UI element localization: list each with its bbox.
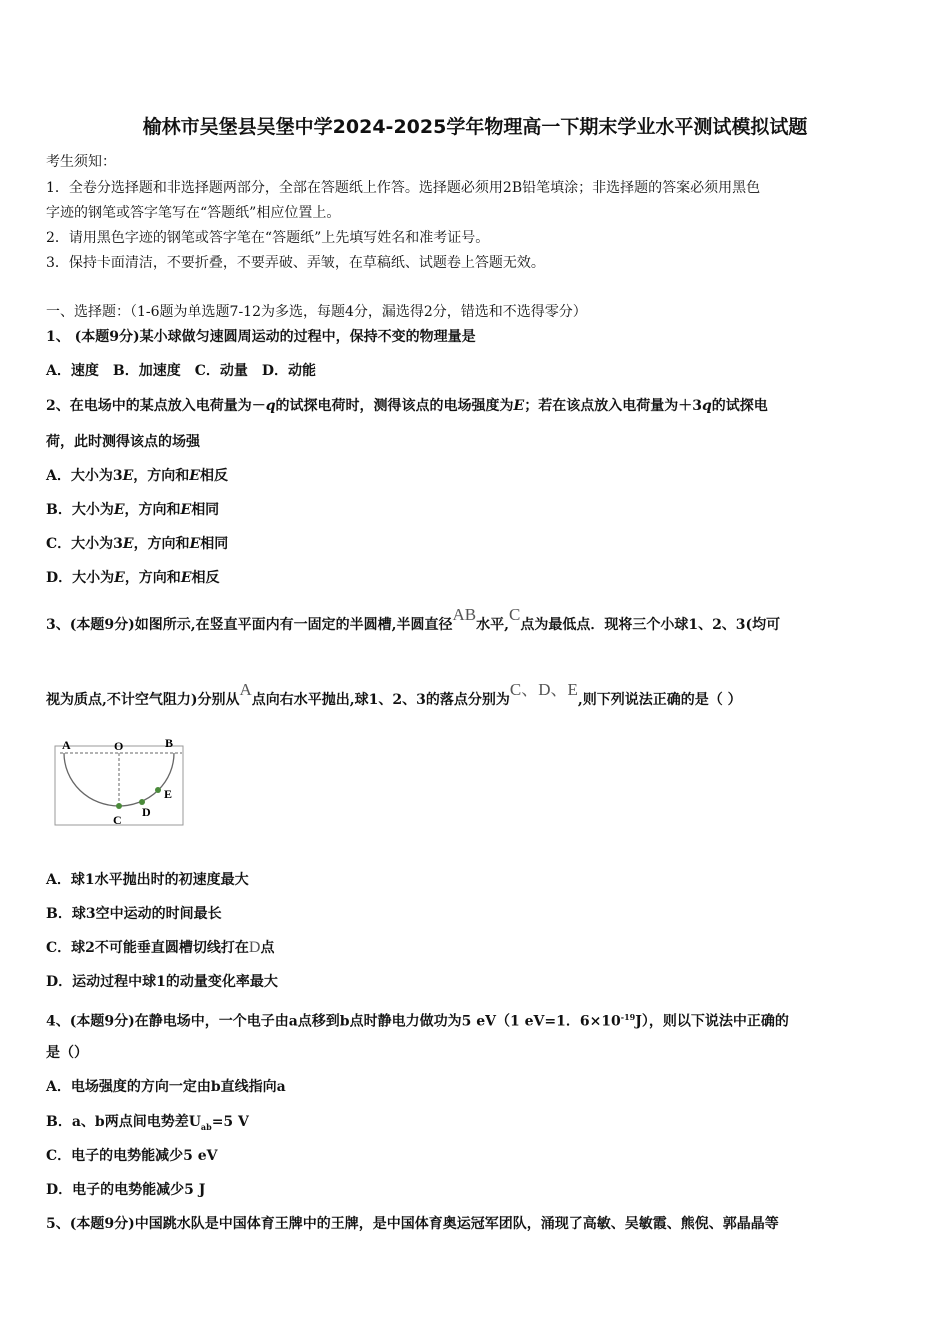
option-text: C．球2不可能垂直圆槽切线打在: [46, 940, 249, 956]
var-e: E: [180, 570, 192, 586]
option-text: 相同: [191, 502, 220, 518]
q3-symbol-ab: AB: [452, 605, 477, 624]
q3-option-d: D．运动过程中球1的动量变化率最大: [46, 974, 278, 990]
q2-option-b: [46, 500, 219, 520]
label-o: O: [114, 739, 124, 753]
q2-var-q: q: [265, 398, 276, 414]
q2-text: ；若在该点放入电荷量为＋3: [524, 398, 702, 414]
option-text: B．a、b两点间电势差U: [46, 1114, 201, 1130]
q3-symbol-d: D: [248, 939, 261, 956]
q1-options: A．速度 B．加速度 C．动量 D．动能: [46, 363, 316, 379]
var-e: E: [189, 468, 200, 484]
var-e: E: [189, 536, 201, 552]
q3-option-a: A．球1水平抛出时的初速度最大: [46, 872, 249, 888]
q3-text: 3、(本题9分)如图所示,在竖直平面内有一固定的半圆槽,半圆直径: [46, 617, 453, 633]
q4-stem-cont: 是（）: [46, 1045, 88, 1061]
q2-option-a: [46, 466, 228, 486]
q1-stem: 1、 (本题9分)某小球做匀速圆周运动的过程中，保持不变的物理量是: [46, 329, 476, 345]
label-c: C: [113, 813, 122, 827]
q3-text: 点向右水平抛出,球1、2、3的落点分别为: [251, 692, 510, 708]
q2-text: 的试探电: [711, 398, 768, 414]
q3-symbol-c: C: [508, 605, 521, 624]
q2-text: 2、在电场中的某点放入电荷量为－: [46, 398, 266, 414]
var-e: E: [122, 536, 134, 552]
option-text: ，方向和: [124, 570, 181, 586]
q3-text: 点为最低点．现将三个小球1、2、3(均可: [520, 617, 781, 633]
q4-option-d: D．电子的电势能减少5 J: [46, 1182, 206, 1198]
q3-option-b: B．球3空中运动的时间最长: [46, 906, 222, 922]
q3-text: 视为质点,不计空气阻力)分别从: [46, 692, 240, 708]
q4-subscript: ab: [200, 1121, 212, 1132]
label-d: D: [142, 805, 151, 819]
page-title: 榆林市吴堡县吴堡中学2024-2025学年物理高一下期末学业水平测试模拟试题: [142, 116, 808, 138]
q2-option-c: [46, 534, 228, 554]
option-text: C．大小为3: [46, 536, 123, 552]
option-text: =5 V: [211, 1114, 249, 1130]
option-text: 点: [260, 940, 275, 956]
notice-item-3: 3．保持卡面清洁，不要折叠，不要弄破、弄皱，在草稿纸、试题卷上答题无效。: [46, 255, 545, 271]
notice-heading: 考生须知：: [46, 154, 116, 170]
ball-c: [116, 803, 122, 809]
q2-var-e: E: [513, 398, 525, 414]
q3-stem: [46, 605, 781, 635]
var-e: E: [113, 502, 125, 518]
option-text: D．大小为: [46, 570, 115, 586]
q3-option-c: [46, 938, 274, 958]
label-e: E: [164, 787, 173, 801]
q4-option-a: A．电场强度的方向一定由b直线指向a: [46, 1079, 286, 1095]
option-text: 相反: [199, 468, 228, 484]
q4-text: J），则以下说法中正确的: [635, 1013, 789, 1030]
option-text: 相反: [191, 570, 220, 586]
option-text: 相同: [200, 536, 229, 552]
option-text: ，方向和: [133, 468, 190, 484]
section-heading: 一、选择题：（1-6题为单选题7-12为多选，每题4分，漏选得2分，错选和不选得零分）: [46, 304, 587, 320]
q4-stem: [46, 1007, 789, 1032]
option-text: A．大小为3: [46, 468, 123, 484]
option-text: ，方向和: [124, 502, 181, 518]
q2-option-d: [46, 568, 219, 588]
notice-item-1: 1．全卷分选择题和非选择题两部分，全部在答题纸上作答。选择题必须用2B铅笔填涂；非选择题的答案必须用黑色: [46, 180, 761, 196]
q2-stem: [46, 396, 768, 416]
var-e: E: [122, 468, 134, 484]
ball-e: [155, 787, 161, 793]
q5-stem: 5、(本题9分)中国跳水队是中国体育王牌中的王牌，是中国体育奥运冠军团队，涌现了高敏、吴敏霞、熊倪、郭晶晶等: [46, 1216, 779, 1232]
q2-stem-cont: 荷，此时测得该点的场强: [46, 434, 200, 450]
q3-text: ,则下列说法正确的是（ ）: [577, 692, 742, 708]
option-text: B．大小为: [46, 502, 114, 518]
notice-item-1-cont: 字迹的钢笔或答字笔写在“答题纸”相应位置上。: [46, 205, 341, 221]
q3-text: 水平,: [476, 617, 509, 633]
q4-exponent: -19: [620, 1012, 636, 1022]
option-text: ，方向和: [133, 536, 190, 552]
q4-option-b: [46, 1112, 249, 1137]
q3-stem-cont: [46, 680, 742, 710]
q4-option-c: C．电子的电势能减少5 eV: [46, 1148, 218, 1164]
label-a: A: [62, 738, 71, 752]
label-b: B: [165, 736, 174, 750]
q2-text: 的试探电荷时，测得该点的电场强度为: [275, 398, 514, 414]
notice-item-2: 2．请用黑色字迹的钢笔或答字笔在“答题纸”上先填写姓名和准考证号。: [46, 230, 490, 246]
q2-var-q: q: [701, 398, 712, 414]
q3-symbol-cde: C、D、E: [509, 680, 578, 699]
semicircle-figure: [46, 732, 196, 832]
var-e: E: [180, 502, 192, 518]
q4-text: 4、(本题9分)在静电场中，一个电子由a点移到b点时静电力做功为5 eV（1 eV=1．6×10: [46, 1013, 621, 1030]
var-e: E: [114, 570, 125, 586]
q3-symbol-a: A: [239, 680, 252, 699]
